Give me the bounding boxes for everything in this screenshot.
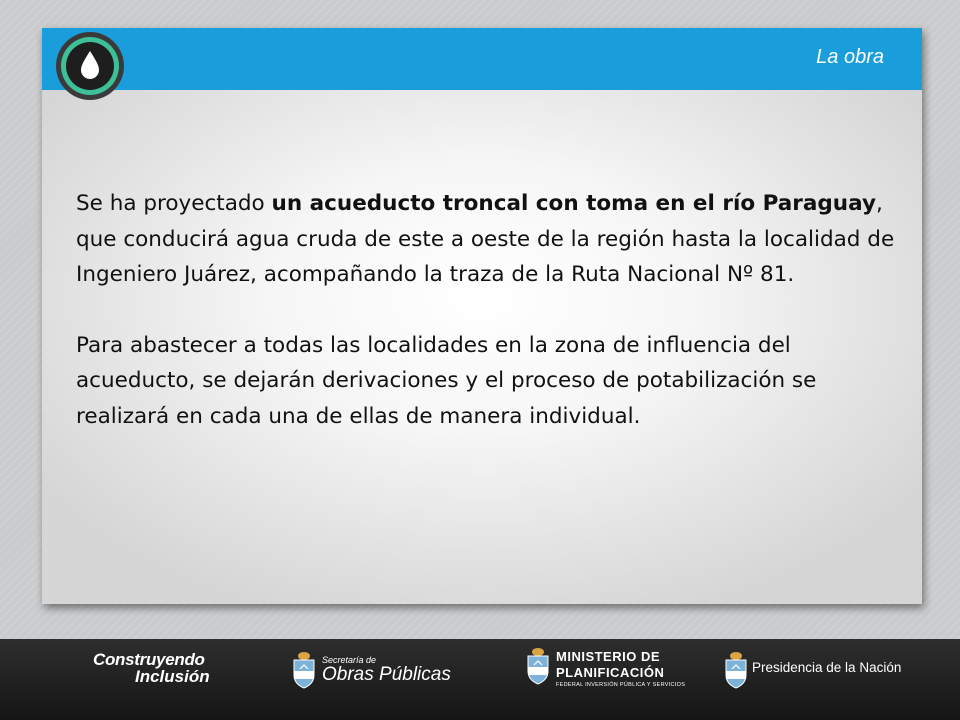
construyendo-inclusion-logo: Construyendo Inclusión <box>93 650 210 686</box>
slide-panel <box>42 28 922 604</box>
coat-of-arms-icon <box>724 651 748 689</box>
water-drop-icon <box>54 30 126 102</box>
header-bar <box>42 28 922 90</box>
coat-of-arms-icon <box>292 651 316 689</box>
coat-of-arms-icon <box>526 647 550 685</box>
body-text <box>76 186 896 434</box>
paragraph-1: Se ha proyectado un acueducto troncal con toma en el río Paraguay, que conducirá agua cruda de este a oeste de la región hasta la localidad de Ingeniero Juárez, acompañando la traza de la Ruta Nacional Nº 81. <box>76 191 895 287</box>
section-title: La obra <box>816 46 884 68</box>
footer-bar: Construyendo Inclusión Secretaría de Obras Públicas MINISTERIO DE PLANIFICACIÓN FEDERAL INVERSIÓN PÚBLICA Y SERVICIOS Presidencia de la Nación <box>0 639 960 720</box>
paragraph-2: Para abastecer a todas las localidades en la zona de influencia del acueducto, se dejarán derivaciones y el proceso de potabilización se realizará en cada una de ellas de manera individual. <box>76 332 817 429</box>
